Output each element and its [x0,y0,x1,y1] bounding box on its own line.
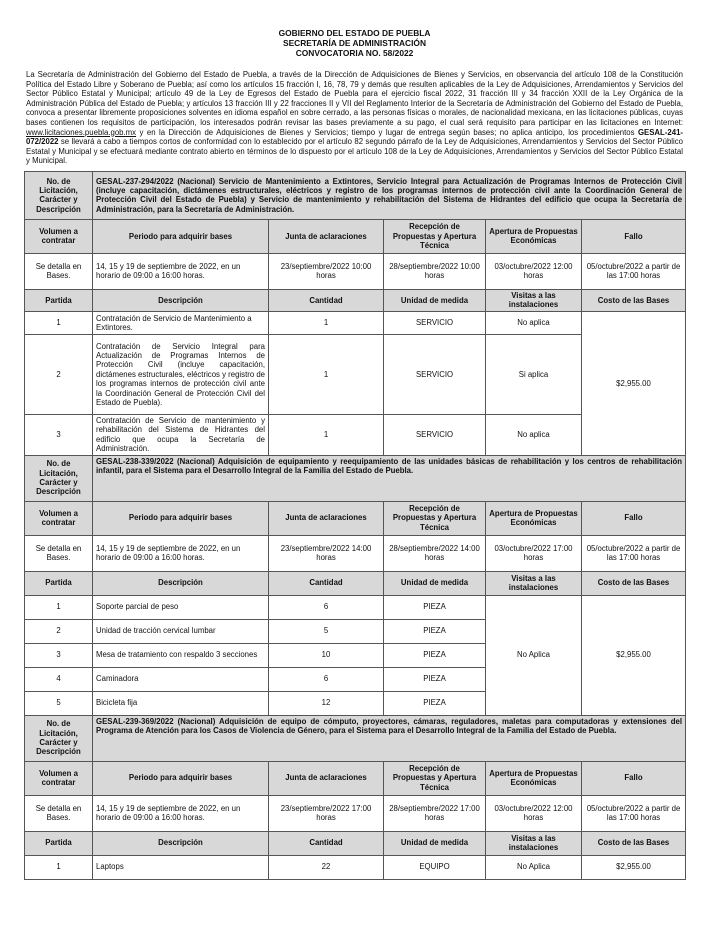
lic2-volumen-label: Volumen a contratar [25,501,93,535]
lic3-recepcion: 28/septiembre/2022 17:00 horas [384,795,486,831]
table-row [25,855,686,879]
lic1-cantidad-label: Cantidad [269,289,384,311]
lic1-item1-partida: 1 [25,311,93,334]
lic3-item1-unidad: EQUIPO [384,855,486,879]
lic1-item1-visitas: No aplica [486,311,582,334]
lic3-visitas-label: Visitas a las instalaciones [486,831,582,855]
lic2-volumen: Se detalla en Bases. [25,535,93,571]
lic2-junta: 23/septiembre/2022 14:00 horas [269,535,384,571]
lic1-item2-partida: 2 [25,334,93,414]
lic2-title-row [25,455,686,501]
lic2-junta-label: Junta de aclaraciones [269,501,384,535]
lic2-item1-cantidad: 6 [269,595,384,619]
lic3-unidad-label: Unidad de medida [384,831,486,855]
lic1-item1-unidad: SERVICIO [384,311,486,334]
lic2-item2-descripcion: Unidad de tracción cervical lumbar [93,619,269,643]
lic1-schedule-header [25,219,686,253]
header-convocatoria: CONVOCATORIA NO. 58/2022 [295,48,414,58]
lic3-item1-costo: $2,955.00 [582,855,686,879]
lic3-items-header [25,831,686,855]
lic1-periodo-label: Periodo para adquirir bases [93,219,269,253]
lic1-recepcion-label: Recepción de Propuestas y Apertura Técnica [384,219,486,253]
lic2-item1-partida: 1 [25,595,93,619]
lic3-fallo: 05/octubre/2022 a partir de las 17:00 horas [582,795,686,831]
lic1-item2-cantidad: 1 [269,334,384,414]
lic2-schedule-row [25,535,686,571]
lic2-item4-partida: 4 [25,667,93,691]
lic3-item1-partida: 1 [25,855,93,879]
lic1-item3-visitas: No aplica [486,414,582,455]
lic3-title: GESAL-239-369/2022 (Nacional) Adquisición de equipo de cómputo, proyectores, cámaras, reguladores, maletas para computadoras y extensiones del Programa de Atención para los Casos de Violencia de Género, para el Sistema para el Desarrollo Integral de la Familia del Estado de Puebla. [93,715,686,761]
lic3-partida-label: Partida [25,831,93,855]
lic1-item2-unidad: SERVICIO [384,334,486,414]
lic1-fallo-label: Fallo [582,219,686,253]
lic3-item1-cantidad: 22 [269,855,384,879]
lic3-periodo-label: Periodo para adquirir bases [93,761,269,795]
lic3-cantidad-label: Cantidad [269,831,384,855]
lic3-descripcion-label: Descripción [93,831,269,855]
lic3-fallo-label: Fallo [582,761,686,795]
lic1-periodo: 14, 15 y 19 de septiembre de 2022, en un horario de 09:00 a 16:00 horas. [93,253,269,289]
lic2-item3-unidad: PIEZA [384,643,486,667]
lic3-apertura-label: Apertura de Propuestas Económicas [486,761,582,795]
lic2-costo-label: Costo de las Bases [582,571,686,595]
lic1-item2-descripcion: Contratación de Servicio Integral para Actualización de Programas Internos de Protección Civil (incluye capacitación, dictámenes estructurales, eléctricos y registro de los programas internos de protección civil ante la Coordinación General de Protección Civil del Estado de Puebla). [93,334,269,414]
lic2-item1-unidad: PIEZA [384,595,486,619]
lic1-costo: $2,955.00 [582,311,686,455]
lic2-item2-partida: 2 [25,619,93,643]
lic2-item4-cantidad: 6 [269,667,384,691]
lic2-item2-unidad: PIEZA [384,619,486,643]
lic3-item1-descripcion: Laptops [93,855,269,879]
lic2-item5-unidad: PIEZA [384,691,486,715]
lic1-item3-descripcion: Contratación de Servicio de mantenimiento y rehabilitación del Sistema de Hidrantes del edificio que ocupa la Secretaría de Administración. [93,414,269,455]
intro-text-3: se llevará a cabo a tiempos cortos de conformidad con lo establecido por el artículo 82 segundo párrafo de la Ley de Adquisiciones, Arrendamientos y Servicios del Sector Público Estatal y Municipal y se efectuará mediante contrato abierto en términos de lo dispuesto por el artículo 108 de la Ley de Adquisiciones, Arrendamientos y Servicios del Sector Público Estatal y Municipal. [26,137,683,166]
table-row [25,311,686,334]
lic2-descripcion-label: Descripción [93,571,269,595]
lic3-volumen: Se detalla en Bases. [25,795,93,831]
lic2-apertura-label: Apertura de Propuestas Económicas [486,501,582,535]
lic2-periodo-label: Periodo para adquirir bases [93,501,269,535]
lic2-periodo: 14, 15 y 19 de septiembre de 2022, en un horario de 09:00 a 16:00 horas. [93,535,269,571]
lic2-partida-label: Partida [25,571,93,595]
lic1-item2-visitas: Si aplica [486,334,582,414]
lic2-costo: $2,955.00 [582,595,686,715]
lic2-item4-descripcion: Caminadora [93,667,269,691]
lic1-junta: 23/septiembre/2022 10:00 horas [269,253,384,289]
lic3-periodo: 14, 15 y 19 de septiembre de 2022, en un horario de 09:00 a 16:00 horas. [93,795,269,831]
lic1-junta-label: Junta de aclaraciones [269,219,384,253]
intro-text-1: La Secretaría de Administración del Gobierno del Estado de Puebla, a través de la Dirección de Adquisiciones de Bienes y Servicios, en observancia del artículo 108 de la Constitución Política del Estado Libre y Soberano de Puebla; así como los artículos 15 fracción I, 16, 78, 79 y demás que resulten aplicables de la Ley de Adquisiciones, Arrendamientos y Servicios del Sector Público Estatal y Municipal; artículo 49 de la Ley de Egresos del Estado de Puebla para el ejercicio fiscal 2022, 31 fracción III y 34 fracción XXII de la Ley Orgánica de la Administración Pública del Estado de Puebla; y artículos 13 fracción III y 22 fracciones II y VII del Reglamento Interior de la Secretaría de Administración del Gobierno del Estado de Puebla, convoca a presentar libremente proposiciones solventes en idioma español en sobre cerrado, a las personas físicas o morales, de nacionalidad mexicana, en las licitaciones públicas, cuyas bases contienen los requisitos de participación, los interesados podrán revisar las bases previamente a su pago, el cual será requisito para participar en las licitaciones en Internet: [26,70,683,127]
lic2-items-header [25,571,686,595]
licitaciones-link[interactable]: www.licitaciones.puebla.gob.mx [26,127,137,137]
intro-text-2: y en la Dirección de Adquisiciones de Bienes y Servicios; tiempo y lugar de entrega según bases; no aplica anticipo, los procedimientos [136,127,638,137]
lic1-title-row [25,171,686,219]
lic1-item3-cantidad: 1 [269,414,384,455]
lic3-volumen-label: Volumen a contratar [25,761,93,795]
document-header [24,28,685,58]
lic2-item1-descripcion: Soporte parcial de peso [93,595,269,619]
lic2-visitas: No Aplica [486,595,582,715]
lic1-recepcion: 28/septiembre/2022 10:00 horas [384,253,486,289]
lic1-item3-unidad: SERVICIO [384,414,486,455]
lic2-item5-descripcion: Bicicleta fija [93,691,269,715]
lic2-item3-descripcion: Mesa de tratamiento con respaldo 3 secciones [93,643,269,667]
lic2-apertura: 03/octubre/2022 17:00 horas [486,535,582,571]
licitaciones-table [24,171,686,880]
lic1-fallo: 05/octubre/2022 a partir de las 17:00 horas [582,253,686,289]
lic2-item5-partida: 5 [25,691,93,715]
lic2-cantidad-label: Cantidad [269,571,384,595]
intro-procedure-code: GESAL-241-072/2022 [26,127,683,147]
lic2-item4-unidad: PIEZA [384,667,486,691]
lic1-volumen-label: Volumen a contratar [25,219,93,253]
lic3-recepcion-label: Recepción de Propuestas y Apertura Técnica [384,761,486,795]
lic2-no-licitacion-label: No. de Licitación, Carácter y Descripción [25,455,93,501]
lic1-title: GESAL-237-294/2022 (Nacional) Servicio de Mantenimiento a Extintores, Servicio Integral para Actualización de Programas Internos de Protección Civil (incluye capacitación, dictámenes estructurales, eléctricos y registro de los programas internos de protección civil ante la Coordinación General de Protección Civil del Estado de Puebla) y Servicio de mantenimiento y rehabilitación del Sistema de Hidrantes del edificio que ocupa la Secretaría de Administración, para la Secretaría de Administración. [93,171,686,219]
lic2-visitas-label: Visitas a las instalaciones [486,571,582,595]
lic2-title: GESAL-238-339/2022 (Nacional) Adquisición de equipamiento y reequipamiento de las unidades básicas de rehabilitación y los centros de rehabilitación infantil, para el Sistema para el Desarrollo Integral de la Familia del Estado de Puebla. [93,455,686,501]
lic2-recepcion-label: Recepción de Propuestas y Apertura Técnica [384,501,486,535]
lic1-item1-cantidad: 1 [269,311,384,334]
lic3-no-licitacion-label: No. de Licitación, Carácter y Descripción [25,715,93,761]
lic2-fallo-label: Fallo [582,501,686,535]
table-row [25,595,686,619]
lic1-costo-label: Costo de las Bases [582,289,686,311]
header-government: GOBIERNO DEL ESTADO DE PUEBLA [278,28,431,38]
lic3-costo-label: Costo de las Bases [582,831,686,855]
lic1-schedule-row [25,253,686,289]
lic1-item3-partida: 3 [25,414,93,455]
lic1-unidad-label: Unidad de medida [384,289,486,311]
header-secretariat: SECRETARÍA DE ADMINISTRACIÓN [283,38,426,48]
lic3-junta: 23/septiembre/2022 17:00 horas [269,795,384,831]
lic1-no-licitacion-label: No. de Licitación, Carácter y Descripción [25,171,93,219]
lic3-title-row [25,715,686,761]
lic1-apertura: 03/octubre/2022 12:00 horas [486,253,582,289]
lic2-unidad-label: Unidad de medida [384,571,486,595]
lic1-visitas-label: Visitas a las instalaciones [486,289,582,311]
lic3-schedule-header [25,761,686,795]
lic2-item2-cantidad: 5 [269,619,384,643]
lic2-item5-cantidad: 12 [269,691,384,715]
lic1-item1-descripcion: Contratación de Servicio de Mantenimiento a Extintores. [93,311,269,334]
lic2-item3-partida: 3 [25,643,93,667]
lic1-volumen: Se detalla en Bases. [25,253,93,289]
lic3-schedule-row [25,795,686,831]
lic3-item1-visitas: No Aplica [486,855,582,879]
lic1-descripcion-label: Descripción [93,289,269,311]
lic1-apertura-label: Apertura de Propuestas Económicas [486,219,582,253]
intro-paragraph [26,70,683,166]
lic2-schedule-header [25,501,686,535]
lic1-partida-label: Partida [25,289,93,311]
lic3-apertura: 03/octubre/2022 12:00 horas [486,795,582,831]
lic3-junta-label: Junta de aclaraciones [269,761,384,795]
lic1-items-header [25,289,686,311]
lic2-recepcion: 28/septiembre/2022 14:00 horas [384,535,486,571]
lic2-item3-cantidad: 10 [269,643,384,667]
lic2-fallo: 05/octubre/2022 a partir de las 17:00 horas [582,535,686,571]
